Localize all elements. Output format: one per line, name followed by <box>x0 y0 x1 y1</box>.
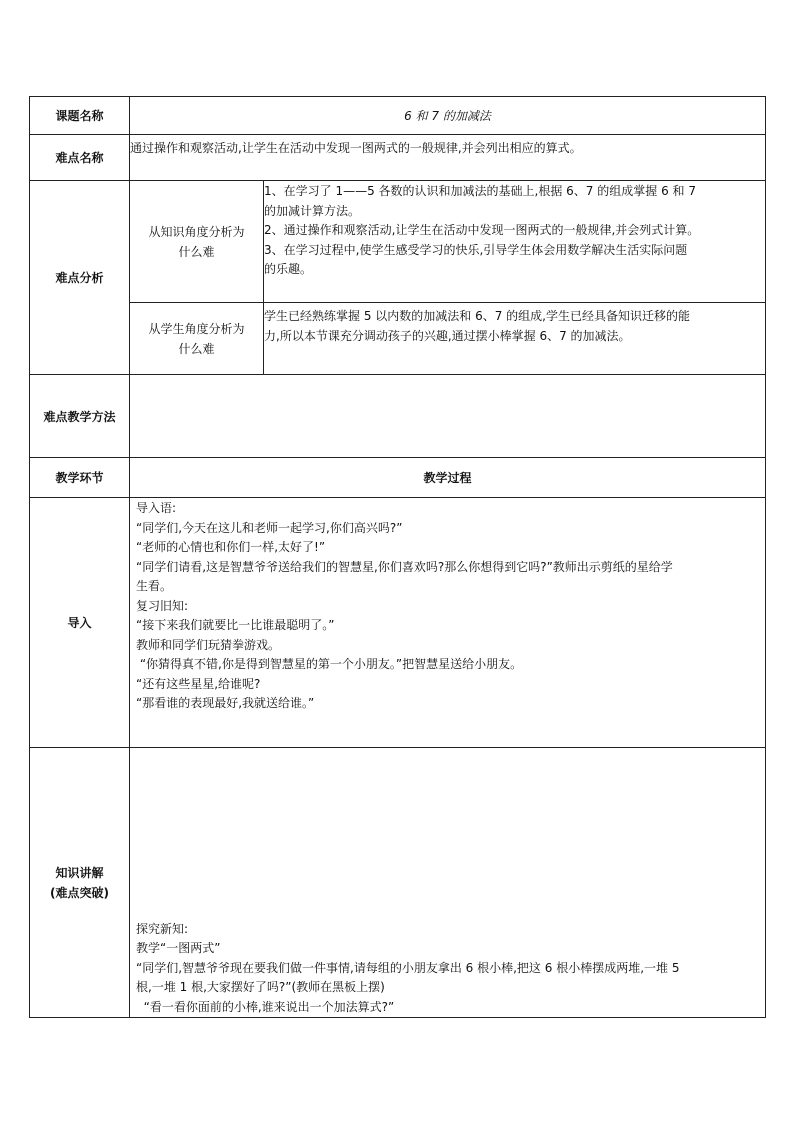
intro-line: “你猜得真不错,你是得到智慧星的第一个小朋友。”把智慧星送给小朋友。 <box>136 657 523 671</box>
intro-label: 导入 <box>30 498 130 748</box>
row-intro <box>30 498 766 748</box>
difficulty-name-value: 通过操作和观察活动,让学生在活动中发现一图两式的一般规律,并会列出相应的算式。 <box>130 135 766 181</box>
knowledge-line: 2、通过操作和观察活动,让学生在活动中发现一图两式的一般规律,并会列式计算。 <box>264 223 700 237</box>
knowledge-angle-label <box>130 181 264 303</box>
knowledge-angle-label-line2: 什么难 <box>178 244 215 259</box>
knowledge-line: 的乐趣。 <box>264 262 313 276</box>
row-difficulty-name <box>30 135 766 181</box>
row-analysis-student <box>30 303 766 375</box>
intro-line: “还有这些星星,给谁呢? <box>136 676 261 691</box>
knowledge-line: 3、在学习过程中,使学生感受学习的快乐,引导学生体会用数学解决生活实际问题 <box>264 242 688 257</box>
row-knowledge-explain <box>30 748 766 1018</box>
student-angle-label-line1: 从学生角度分析为 <box>148 321 245 336</box>
row-lesson-title <box>30 97 766 135</box>
knowledge-line: 的加减计算方法。 <box>264 203 361 218</box>
knowledge-explain-label <box>30 748 130 1018</box>
knowledge-explain-label-line2: (难点突破) <box>50 885 109 900</box>
difficulty-analysis-label: 难点分析 <box>30 181 130 375</box>
difficulty-name-label: 难点名称 <box>30 135 130 181</box>
intro-line: “老师的心情也和你们一样,太好了!” <box>136 540 326 554</box>
intro-line: 教师和同学们玩猜拳游戏。 <box>136 637 281 652</box>
student-line: 力,所以本节课充分调动孩子的兴趣,通过摆小棒掌握 6、7 的加减法。 <box>264 328 631 343</box>
row-process-header <box>30 458 766 498</box>
student-line: 学生已经熟练掌握 5 以内数的加减法和 6、7 的组成,学生已经具备知识迁移的能 <box>264 309 690 323</box>
knowledge-explain-label-line1: 知识讲解 <box>55 865 104 880</box>
intro-line: “接下来我们就要比一比谁最聪明了。” <box>136 618 335 632</box>
knowledge-explain-line: 探究新知: <box>136 921 189 936</box>
student-angle-label-line2: 什么难 <box>178 341 215 356</box>
knowledge-line: 1、在学习了 1——5 各数的认识和加减法的基础上,根据 6、7 的组成掌握 6 和 7 <box>264 184 696 198</box>
knowledge-angle-label-line1: 从知识角度分析为 <box>148 224 245 239</box>
intro-line: 生看。 <box>136 579 173 593</box>
knowledge-explain-line: “看一看你面前的小棒,谁来说出一个加法算式?” <box>136 999 395 1014</box>
row-teaching-method <box>30 375 766 458</box>
knowledge-explain-line: 根,一堆 1 根,大家摆好了吗?”(教师在黑板上摆) <box>136 980 385 994</box>
intro-line: “那看谁的表现最好,我就送给谁。” <box>136 696 315 710</box>
knowledge-explain-line: 教学“一图两式” <box>136 941 221 955</box>
intro-line: “同学们,今天在这儿和老师一起学习,你们高兴吗?” <box>136 520 403 535</box>
teaching-stage-header: 教学环节 <box>30 458 130 498</box>
student-angle-text <box>264 303 766 375</box>
lesson-plan-table <box>29 96 766 1018</box>
knowledge-explain-line: “同学们,智慧爷爷现在要我们做一件事情,请每组的小朋友拿出 6 根小棒,把这 6 根小棒摆成两堆,一堆 5 <box>136 960 680 975</box>
teaching-method-label: 难点教学方法 <box>30 375 130 458</box>
intro-line: “同学们请看,这是智慧爷爷送给我们的智慧星,你们喜欢吗?那么你想得到它吗?”教师出示剪纸的星给学 <box>136 559 673 574</box>
intro-line: 导入语: <box>136 501 177 515</box>
knowledge-angle-text <box>264 181 766 303</box>
lesson-title-value: 6 和 7 的加减法 <box>130 97 766 135</box>
student-angle-label <box>130 303 264 375</box>
knowledge-explain-text <box>130 748 766 1018</box>
teaching-method-value <box>130 375 766 458</box>
intro-line: 复习旧知: <box>136 598 189 613</box>
lesson-title-label: 课题名称 <box>30 97 130 135</box>
teaching-process-header: 教学过程 <box>130 458 766 498</box>
intro-text <box>130 498 766 748</box>
row-analysis-knowledge <box>30 181 766 303</box>
